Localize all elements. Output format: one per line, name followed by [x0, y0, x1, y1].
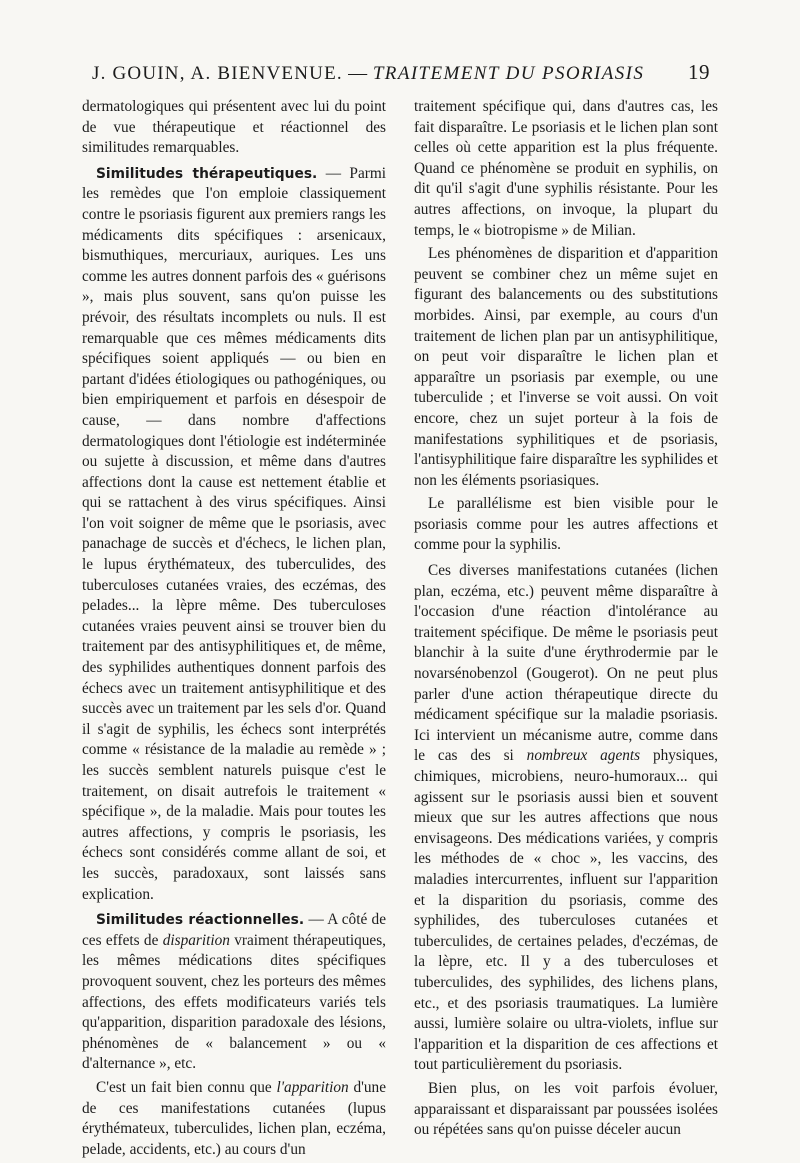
section-heading: Similitudes thérapeutiques. [96, 165, 318, 182]
paragraph: dermatologiques qui présentent avec lui du point de vue thérapeutique et réactionnel des similitudes remarquables. [82, 98, 386, 157]
paragraph-text: physiques, chimiques, microbiens, neuro-humoraux... qui agissent sur le psoriasis aussi bien et souvent mieux que sur les autres affections que nous envisageons. Des médications variées, y compris les méthodes de « choc », les vaccins, des maladies intercurrentes, influent sur l'apparition et la disparition du psoriasis, comme des syphilides, des tuberculoses cutanées et tuberculides, de certaines pelades, d'eczémas, de la lèpre, etc. Il y a des tuberculoses et tuberculides, des syphilides, des lichens plans, etc., et des psoriasis traumatiques. La lumière aussi, lumière solaire ou ultra-violets, influe sur l'apparition et la disparition de ces affections et tout particulièrement du psoriasis. [414, 747, 718, 1074]
header-authors: J. GOUIN, A. BIENVENUE. [92, 63, 343, 84]
header-separator: — [342, 63, 373, 84]
emphasis: disparition [162, 931, 230, 949]
paragraph-text: d'une de ces manifestations cutanées (lupus érythémateux, tuberculides, lichen plan, eczéma, pelade, accidents, etc.) au cours d'un [82, 1078, 386, 1158]
paragraph [82, 910, 386, 1075]
running-header [92, 60, 710, 85]
right-column [414, 97, 718, 1144]
paragraph [82, 164, 386, 905]
paragraph-text: Ces diverses manifestations cutanées (lichen plan, eczéma, etc.) peuvent même disparaître à l'occasion d'une réaction d'intolérance au traitement spécifique. De même le psoriasis peut blanchir à la suite d'une érythrodermie par le novarsénobenzol (Gougerot). On ne peut plus parler d'une action thérapeutique directe du médicament spécifique sur la maladie psoriasis. Ici intervient un mécanisme autre, comme dans le cas des si [414, 562, 718, 765]
section-heading: Similitudes réactionnelles. [96, 912, 305, 929]
paragraph: Les phénomènes de disparition et d'apparition peuvent se combiner chez un même sujet en figurant des balancements ou des substitutions morbides. Ainsi, par exemple, au cours d'un traitement de lichen plan par un antisyphilitique, on peut voir disparaître le lichen plan et apparaître un psoriasis par exemple, ou une tuberculide ; et l'inverse se voit aussi. On voit encore, chez un sujet porteur à la fois de manifestations syphilitiques et de psoriasis, l'antisyphilitique faire disparaître les syphilides et non les éléments psoriasiques. [414, 245, 718, 489]
paragraph: Le parallélisme est bien visible pour le psoriasis comme pour les autres affections et comme pour la syphilis. [414, 495, 718, 554]
paragraph [414, 561, 718, 1076]
paragraph-text: — A côté de ces effets de [82, 911, 386, 949]
paragraph-text: C'est un fait bien connu que [96, 1078, 277, 1096]
paragraph-text: vraiment thérapeutiques, les mêmes médications dites spécifiques provoquent souvent, chez les porteurs des mêmes affections, des effets modificateurs variés tels qu'apparition, disparition paradoxale des lésions, phénomènes de « balancement » ou « d'alternance », etc. [82, 931, 386, 1073]
header-title: TRAITEMENT DU PSORIASIS [372, 63, 645, 84]
header-left [92, 63, 644, 85]
emphasis: l'apparition [276, 1078, 349, 1096]
paragraph-text: — Parmi les remèdes que l'on emploie classiquement contre le psoriasis figurent aux premiers rangs les médicaments dits spécifiques : arsenicaux, bismuthiques, mercuriaux, auriques. Les uns comme les autres donnent parfois des « guérisons », mais plus souvent, sans qu'on puisse les prévoir, des résultats incomplets ou nuls. Il est remarquable que ces mêmes médicaments dits spécifiques soient appliqués — ou bien en partant d'idées étiologiques ou pathogéniques, ou bien empiriquement et parfois en désespoir de cause, — dans nombre d'affections dermatologiques dont l'étiologie est indéterminée ou sujette à discussion, et même dans d'autres affections dont la cause est nettement établie et qui se rattachent à des virus spécifiques. Ainsi l'on voit soigner de même que le psoriasis, avec panachage de succès et d'échecs, le lichen plan, le lupus érythémateux, des tuberculides, des tuberculoses cutanées vraies, des eczémas, des pelades... la lèpre même. Des tuberculoses cutanées vraies peuvent ainsi se trouver bien du traitement par des antisyphilitiques et, de même, des syphilides authentiques donnent parfois des échecs avec un traitement antisyphilitique et des succès avec un traitement par les sels d'or. Quand il s'agit de syphilis, les échecs sont interprétés comme « résistance de la maladie au remède » ; les succès semblent naturels puisque c'est le traitement, on disait autrefois le traitement « spécifique », de la maladie. Mais pour toutes les autres affections, y compris le psoriasis, les échecs sont considérés comme allant de soi, et les succès, paradoxaux, sont laissés sans explication. [82, 164, 386, 903]
paragraph: Bien plus, on les voit parfois évoluer, apparaissant et disparaissant par poussées isolées ou répétées sans qu'on puisse déceler aucun [414, 1079, 718, 1139]
emphasis: nombreux agents [526, 747, 641, 765]
paragraph: traitement spécifique qui, dans d'autres cas, les fait disparaître. Le psoriasis et le lichen plan sont celles où cette apparition est la plus fréquente. Quand ce phénomène se produit en syphilis, on dit qu'il s'agit d'une syphilis résistante. Pour les autres affections, on invoque, la plupart du temps, le « biotropisme » de Milian. [414, 98, 718, 239]
paragraph [82, 1078, 386, 1160]
page-number: 19 [688, 60, 710, 84]
left-column [82, 97, 386, 1163]
